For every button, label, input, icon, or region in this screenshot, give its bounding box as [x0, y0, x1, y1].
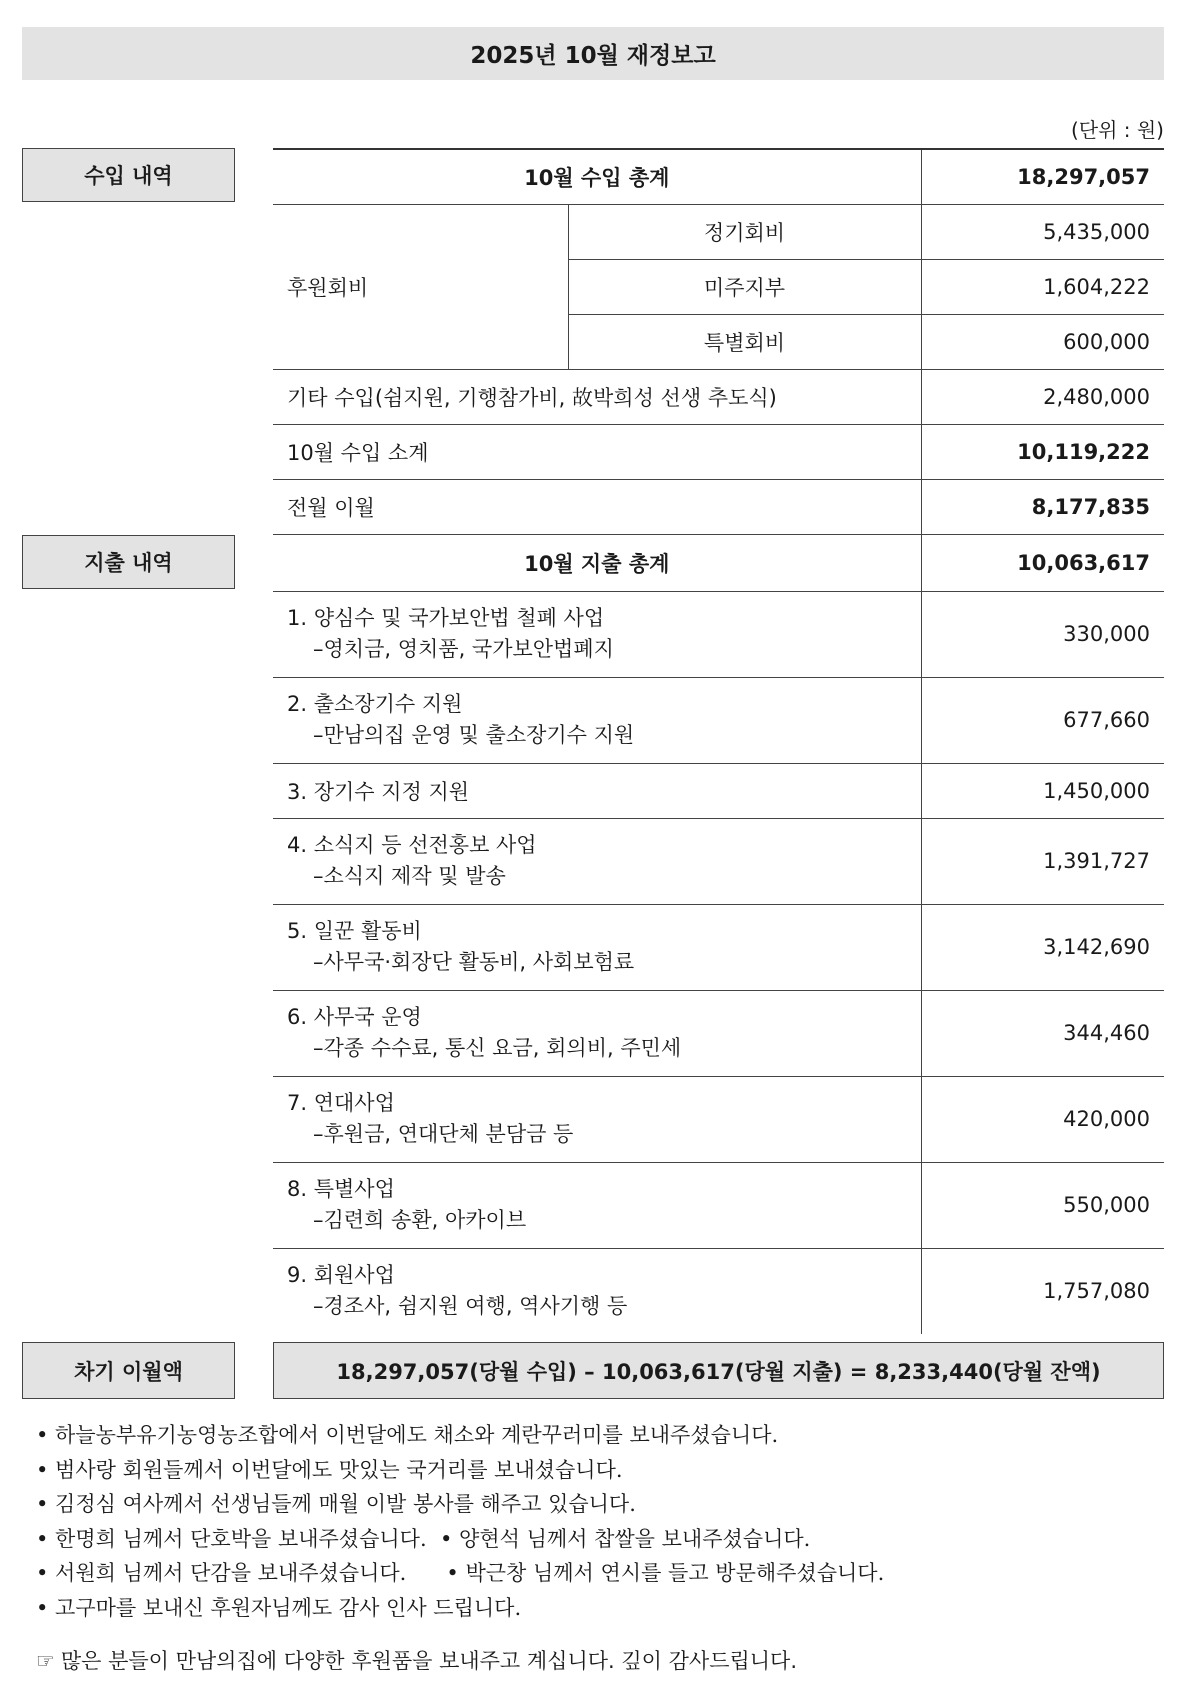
expense-item-detail: –후원금, 연대단체 분담금 등: [313, 1122, 574, 1146]
expense-item-text: [273, 591, 921, 677]
expense-total-value: 10,063,617: [921, 534, 1164, 591]
expense-total-row: [273, 534, 1164, 591]
income-section-label: 수입 내역: [22, 148, 235, 202]
membership-row: [273, 204, 1164, 259]
prev-carryover-label: 전월 이월: [273, 479, 921, 534]
expense-item-value: 677,660: [921, 677, 1164, 763]
note-line: • 한명희 님께서 단호박을 보내주셨습니다. • 양현석 님께서 찹쌀을 보내주셨습니다.: [36, 1526, 811, 1551]
expense-item-title: 4. 소식지 등 선전홍보 사업: [287, 833, 537, 857]
membership-item-label: 특별회비: [568, 314, 921, 369]
membership-group-label: 후원회비: [273, 204, 568, 369]
expense-item-value: 330,000: [921, 591, 1164, 677]
expense-item-row: [273, 677, 1164, 763]
expense-item-value: 1,450,000: [921, 763, 1164, 818]
expense-item-detail: –경조사, 쉼지원 여행, 역사기행 등: [313, 1294, 628, 1319]
prev-carryover-row: [273, 479, 1164, 534]
expense-item-text: [273, 677, 921, 763]
income-total-row: [273, 149, 1164, 204]
other-income-value: 2,480,000: [921, 369, 1164, 424]
note-line: • 고구마를 보내신 후원자님께도 감사 인사 드립니다.: [36, 1595, 522, 1620]
expense-item-row: [273, 904, 1164, 990]
expense-item-row: [273, 1076, 1164, 1162]
expense-item-detail: –각종 수수료, 통신 요금, 회의비, 주민세: [313, 1036, 682, 1060]
expense-item-value: 344,460: [921, 990, 1164, 1076]
expense-item-title: 9. 회원사업: [287, 1263, 395, 1288]
carry-section-label: 차기 이월액: [22, 1342, 235, 1399]
expense-item-title: 8. 특별사업: [287, 1177, 395, 1201]
expense-item-detail: –만남의집 운영 및 출소장기수 지원: [313, 723, 635, 747]
unit-note: (단위 : 원): [1070, 118, 1164, 142]
income-total-label: 10월 수입 총계: [273, 149, 921, 204]
income-total-value: 18,297,057: [921, 149, 1164, 204]
expense-item-title: 2. 출소장기수 지원: [287, 692, 463, 716]
expense-section-label: 지출 내역: [22, 535, 235, 589]
report-title: 2025년 10월 재정보고: [22, 27, 1164, 80]
expense-item-title: 6. 사무국 운영: [287, 1005, 422, 1029]
membership-item-label: 미주지부: [568, 259, 921, 314]
thanks-notes: [36, 1418, 884, 1625]
expense-item-title: 5. 일꾼 활동비: [287, 919, 422, 943]
income-subtotal-label: 10월 수입 소계: [273, 424, 921, 479]
membership-item-label: 정기회비: [568, 204, 921, 259]
expense-item-text: [273, 1162, 921, 1248]
pointing-hand-icon: ☞: [36, 1649, 55, 1673]
expense-item-title: 1. 양심수 및 국가보안법 철폐 사업: [287, 606, 605, 630]
expense-item-detail: –소식지 제작 및 발송: [313, 864, 506, 888]
expense-item-text: [273, 1248, 921, 1334]
other-income-row: [273, 369, 1164, 424]
expense-item-title: 7. 연대사업: [287, 1091, 395, 1115]
expense-item-row: [273, 818, 1164, 904]
closing-text: 많은 분들이 만남의집에 다양한 후원품을 보내주고 계십니다. 깊이 감사드립니다.: [60, 1649, 798, 1673]
note-line: • 하늘농부유기농영농조합에서 이번달에도 채소와 계란꾸러미를 보내주셨습니다.: [36, 1423, 779, 1447]
expense-item-row: [273, 1162, 1164, 1248]
expense-item-row: [273, 591, 1164, 677]
income-subtotal-row: [273, 424, 1164, 479]
expense-item-value: 550,000: [921, 1162, 1164, 1248]
expense-item-detail: –영치금, 영치품, 국가보안법폐지: [313, 637, 614, 661]
membership-item-value: 5,435,000: [921, 204, 1164, 259]
finance-table: [273, 148, 1164, 1334]
expense-item-row: [273, 1248, 1164, 1334]
expense-item-value: 1,391,727: [921, 818, 1164, 904]
expense-item-row: [273, 763, 1164, 818]
membership-item-value: 600,000: [921, 314, 1164, 369]
note-line: • 서원희 님께서 단감을 보내주셨습니다. • 박근창 님께서 연시를 들고 방문해주셨습니다.: [36, 1561, 885, 1585]
expense-item-row: [273, 990, 1164, 1076]
closing-message: [36, 1645, 797, 1675]
expense-item-detail: –김련희 송환, 아카이브: [313, 1208, 527, 1232]
expense-item-value: 1,757,080: [921, 1248, 1164, 1334]
expense-item-text: [273, 990, 921, 1076]
carry-formula: 18,297,057(당월 수입) – 10,063,617(당월 지출) = 8,233,440(당월 잔액): [273, 1342, 1164, 1399]
note-line: • 범사랑 회원들께서 이번달에도 맛있는 국거리를 보내셨습니다.: [36, 1457, 623, 1482]
expense-item-detail: –사무국·회장단 활동비, 사회보험료: [313, 950, 635, 974]
income-subtotal-value: 10,119,222: [921, 424, 1164, 479]
membership-item-value: 1,604,222: [921, 259, 1164, 314]
note-line: • 김정심 여사께서 선생님들께 매월 이발 봉사를 해주고 있습니다.: [36, 1492, 636, 1516]
other-income-label: 기타 수입(쉼지원, 기행참가비, 故박희성 선생 추도식): [273, 369, 921, 424]
expense-item-value: 3,142,690: [921, 904, 1164, 990]
expense-total-label: 10월 지출 총계: [273, 534, 921, 591]
expense-item-value: 420,000: [921, 1076, 1164, 1162]
expense-item-title: 3. 장기수 지정 지원: [273, 763, 921, 818]
expense-item-text: [273, 818, 921, 904]
expense-item-text: [273, 1076, 921, 1162]
expense-item-text: [273, 904, 921, 990]
prev-carryover-value: 8,177,835: [921, 479, 1164, 534]
